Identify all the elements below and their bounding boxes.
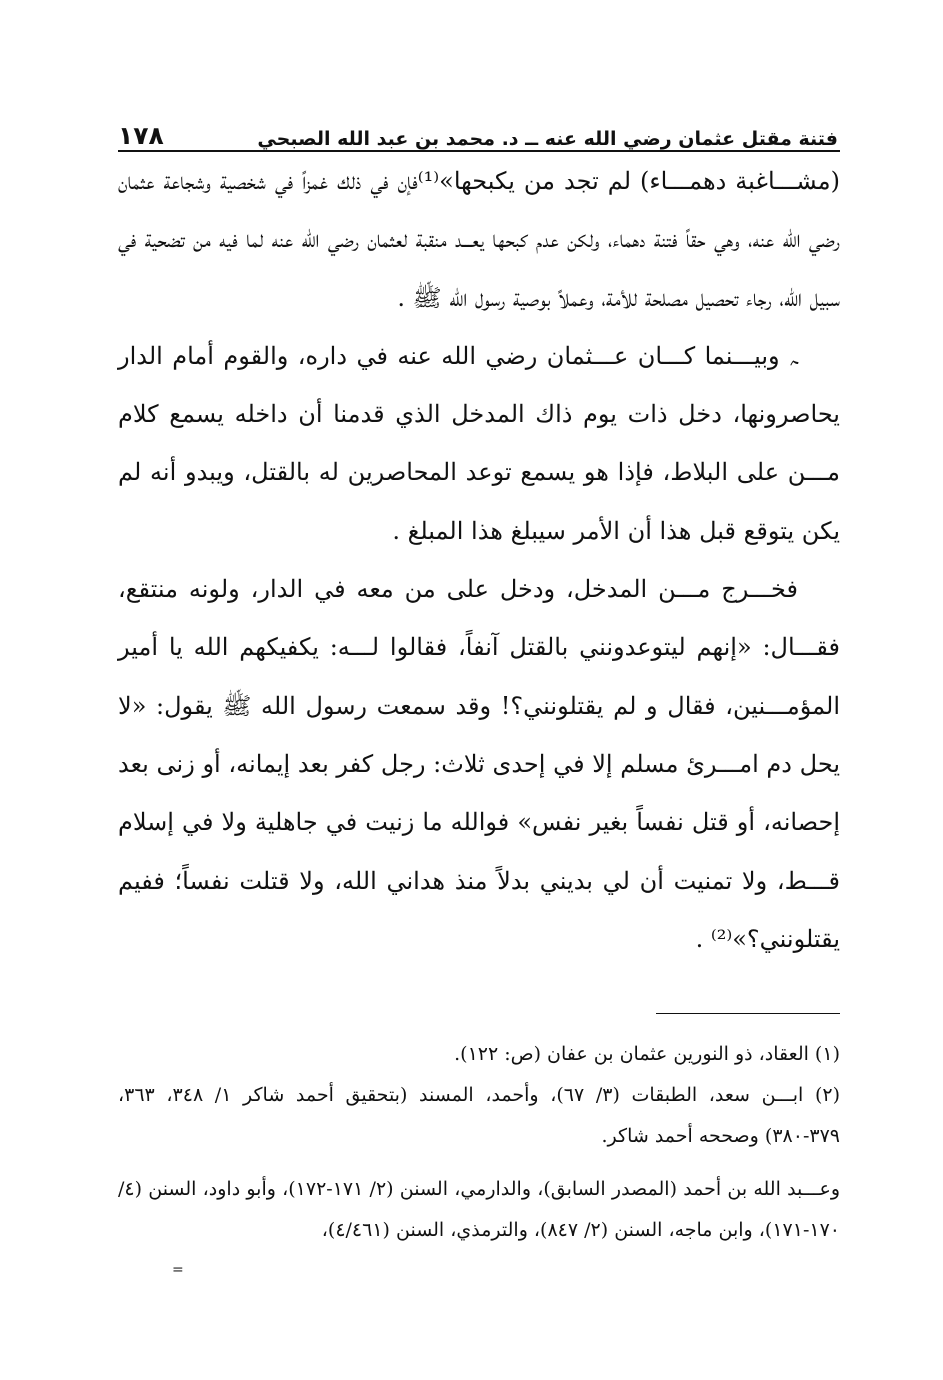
paragraph-3: فخـــرج مـــن المدخل، ودخل على من معه في الدار، ولونه منتقع، فقـــال: «إنهم ليتوعدونني بالقتل آنفاً، فقالوا لـــه: يكفيكهم الله يا أمير المؤمـــنين، فقال و لم يقتلونني؟! وقد سمعت رسول الله ﷺ يقول: «لا يحل دم امـــرئ مسلم إلا في إحدى ثلاث: رجل كفر بعد إيمانه، أو زنى بعد إحصانه، أو قتل نفساً بغير نفس» فوالله ما زنيت في جاهلية ولا في إسلام قـــط، ولا تمنيت أن لي بديني بدلاً منذ هداني الله، ولا قتلت نفساً؛ ففيم يقتلونني؟»⁽²⁾ .: [118, 575, 841, 953]
footnote-separator: [656, 1013, 840, 1014]
paragraph-2: ﮧ وبيـــنما كـــان عـــثمان رضي الله عنه في داره، والقوم أمام الدار يحاصرونها، دخل ذات يوم ذاك المدخل الذي قدمنا أن داخله يسمع كلام مـــن على البلاط، فإذا هو يسمع توعد المحاصرين له بالقتل، ويبدو أنه لم يكن يتوقع قبل هذا أن الأمر سيبلغ هذا المبلغ .: [118, 341, 840, 545]
footnote-2-continued: وعـــبد الله بن أحمد (المصدر السابق)، والدارمي، السنن (٢/ ١٧١-١٧٢)، وأبو داود، السنن (٤/ ١٧٠-١٧١)، وابن ماجه، السنن (٢/ ٨٤٧)، والترمذي، السنن (٤/٤٦١)،: [118, 1178, 840, 1241]
page-number: ١٧٨: [118, 121, 164, 150]
main-text: [118, 152, 840, 968]
continuation-mark: =: [172, 1262, 184, 1278]
page-header: [118, 110, 838, 150]
footnote-gap: [118, 1157, 840, 1169]
running-title: فتنة مقتل عثمان رضي الله عنه ــ د. محمد بن عبد الله الصبحي: [257, 128, 838, 150]
footnote-1: (١) العقاد، ذو النورين عثمان بن عفان (ص: ١٢٢).: [454, 1043, 840, 1065]
footnotes: [118, 1034, 840, 1251]
paragraph-1: (مشـــاغبة دهمـــاء) لم تجد من يكبحها»⁽¹⁾فإن في ذلك غمزاً في شخصية وشجاعة عثمان رضي الله عنه، وهي حقاً فتنة دهماء، ولكن عدم كبحها يعـــد منقبة لعثمان رضي الله عنه لما فيه من تضحية في سبيل الله، رجاء تحصيل مصلحة للأمة، وعملاً بوصية رسول الله ﷺ .: [118, 167, 840, 312]
footnote-2: (٢) ابـــن سعد، الطبقات (٣/ ٦٧)، وأحمد، المسند (بتحقيق أحمد شاكر ١/ ٣٤٨، ٣٦٣، ٣٧٩-٣٨٠) وصححه أحمد شاكر.: [118, 1084, 840, 1147]
